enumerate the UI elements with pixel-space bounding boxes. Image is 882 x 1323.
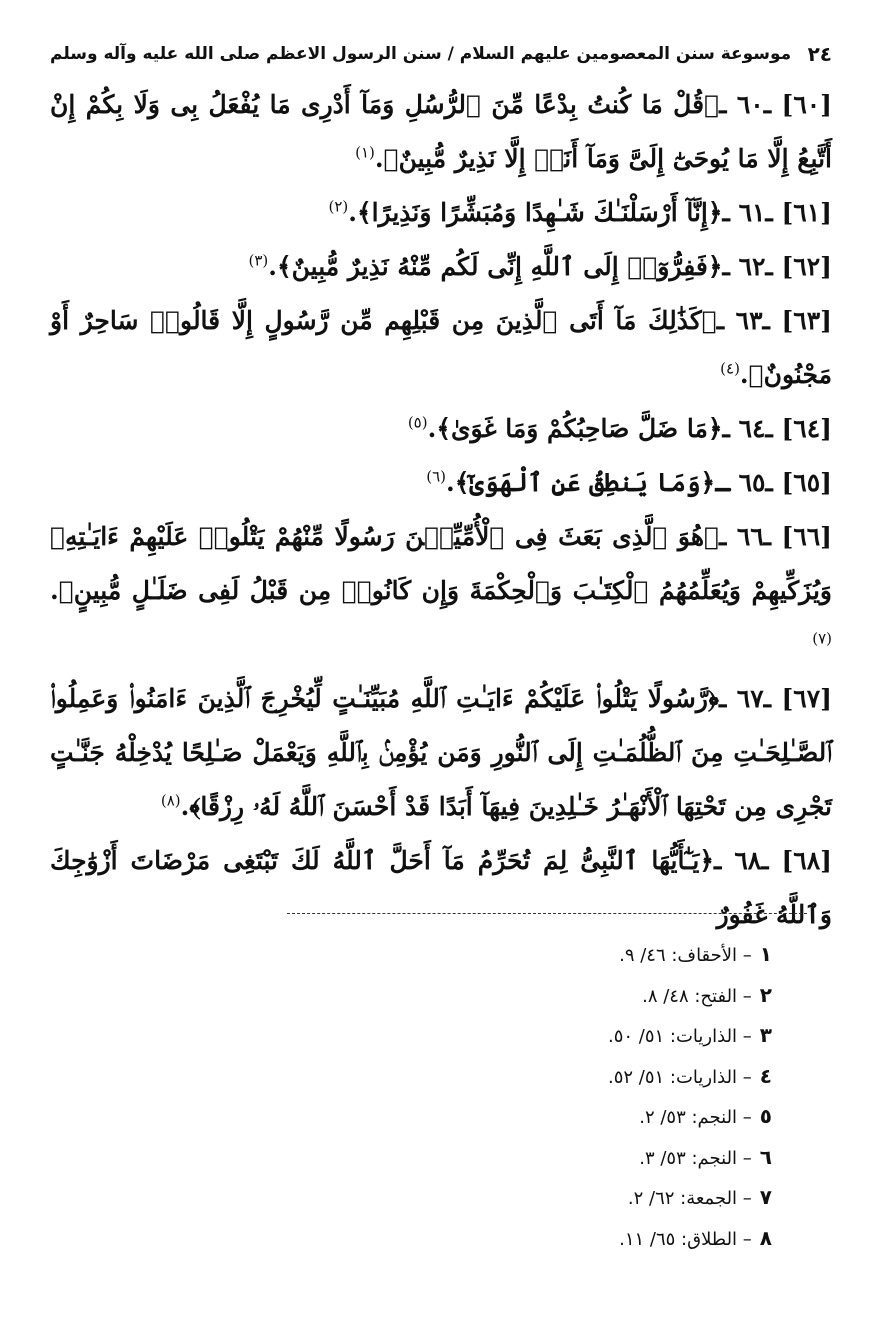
running-title: موسوعة سنن المعصومين عليهم السلام / سنن الرسول الاعظم صلى الله عليه وآله وسلم: [50, 44, 792, 64]
verse-number: [٦٣]: [781, 306, 832, 335]
verse-sub-number: ٦٨: [734, 846, 762, 875]
verse-sub-number: ٦٣: [735, 306, 763, 335]
footnote-number: ٥: [759, 1104, 772, 1128]
verse-item: [٦٢] ـ٦٢ ـ﴿فَفِرُّوٓا۟ إِلَى ٱللَّهِ إِنِّى لَكُم مِّنْهُ نَذِيرٌ مُّبِينٌ﴾.$^{(٣)}$: [248, 251, 832, 281]
verse-sub-number: ٦٠: [736, 90, 764, 119]
footnote-number: ٤: [759, 1063, 772, 1088]
verse-item: [٦٤] ـ٦٤ ـ﴿مَا ضَلَّ صَاحِبُكُمْ وَمَا غَوَىٰ﴾.$^{(٥)}$: [407, 413, 832, 443]
footnote-item: [272, 1219, 772, 1260]
footnote-number: ٣: [759, 1023, 772, 1047]
footnote-ref: (٧): [812, 629, 832, 648]
footnote-text: – الجمعة: ٦٢/ ٢.: [627, 1188, 752, 1209]
verse-item: [٦٦] ـ٦٦ ـ﴿هُوَ ٱلَّذِى بَعَثَ فِى ٱلْأُمِّيِّـۧنَ رَسُولًا مِّنْهُمْ يَتْلُوا۟ عَلَيْهِمْ ءَايَـٰتِهِۦ وَيُزَكِّيهِمْ وَيُعَلِّمُهُمُ ٱلْكِتَـٰبَ وَٱلْحِكْمَةَ وَإِن كَانُوا۟ مِن قَبْلُ لَفِى ضَلَـٰلٍ مُّبِينٍ﴾.$^{(٧)}$: [50, 522, 833, 648]
footnote-number: ٦: [759, 1144, 772, 1169]
verse-sub-number: ٦٢: [738, 252, 766, 281]
verse-number: [٦٤]: [781, 414, 832, 443]
footnote-text: – الذاريات: ٥١/ ٥٠.: [607, 1026, 752, 1047]
verse-item: [٦٣] ـ٦٣ ـ﴿كَذَٰلِكَ مَآ أَتَى ٱلَّذِينَ مِن قَبْلِهِم مِّن رَّسُولٍ إِلَّا قَالُوا۟ سَاحِرٌ أَوْ مَجْنُونٌ﴾.$^{(٤)}$: [50, 306, 832, 389]
verse-text: ﴿وَمَا يَنطِقُ عَنِ ٱلْهَوَىٰٓ﴾: [454, 468, 716, 497]
verse-number: [٦٢]: [781, 252, 832, 281]
verse-text: ﴿هُوَ ٱلَّذِى بَعَثَ فِى ٱلْأُمِّيِّـۧنَ رَسُولًا مِّنْهُمْ يَتْلُوا۟ عَلَيْهِمْ ءَايَـٰتِهِۦ وَيُزَكِّيهِمْ وَيُعَلِّمُهُمُ ٱلْكِتَـٰبَ وَٱلْحِكْمَةَ وَإِن كَانُوا۟ مِن قَبْلُ لَفِى ضَلَـٰلٍ مُّبِينٍ﴾: [50, 522, 832, 605]
verse-item: [٦٨] ـ٦٨ ـ﴿يَـٰٓأَيُّهَا ٱلنَّبِىُّ لِمَ تُحَرِّمُ مَآ أَحَلَّ ٱللَّهُ لَكَ تَبْتَغِى مَرْضَاتَ أَزْوَٰجِكَ وَٱللَّهُ غَفُورٌ: [50, 846, 832, 929]
verse-text: ﴿فَفِرُّوٓا۟ إِلَى ٱللَّهِ إِنِّى لَكُم مِّنْهُ نَذِيرٌ مُّبِينٌ﴾: [277, 252, 723, 281]
footnote-item: [272, 976, 772, 1017]
verse-item: [٦٥] ـ٦٥ ـ﴿وَمَا يَنطِقُ عَنِ ٱلْهَوَىٰٓ﴾.$^{(٦)}$: [426, 467, 832, 497]
verse-item: [٦٠] ـ٦٠ ـ﴿قُلْ مَا كُنتُ بِدْعًا مِّنَ ٱلرُّسُلِ وَمَآ أَدْرِى مَا يُفْعَلُ بِى وَلَا بِكُمْ إِنْ أَتَّبِعُ إِلَّا مَا يُوحَىٰٓ إِلَىَّ وَمَآ أَنَا۠ إِلَّا نَذِيرٌ مُّبِينٌ﴾.$^{(١)}$: [50, 90, 833, 173]
footnote-ref: (٦): [426, 467, 446, 486]
footnote-ref: (١): [355, 143, 375, 162]
verse-number: [٦٨]: [781, 846, 832, 875]
footnote-number: ٧: [759, 1185, 772, 1209]
verse-number: [٦٥]: [781, 468, 832, 497]
footnote-text: – الطلاق: ٦٥/ ١١.: [619, 1228, 752, 1250]
footnote-ref: (٢): [328, 197, 349, 216]
footnote-text: – الأحقاف: ٤٦/ ٩.: [619, 945, 752, 966]
verse-item: [٦٧] ـ٦٧ ـ﴿رَّسُولًا يَتْلُوا۟ عَلَيْكُمْ ءَايَـٰتِ ٱللَّهِ مُبَيِّنَـٰتٍ لِّيُخْرِجَ ٱلَّذِينَ ءَامَنُوا۟ وَعَمِلُوا۟ ٱلصَّـٰلِحَـٰتِ مِنَ ٱلظُّلُمَـٰتِ إِلَى ٱلنُّورِ وَمَن يُؤْمِنۢ بِٱللَّهِ وَيَعْمَلْ صَـٰلِحًا يُدْخِلْهُ جَنَّـٰتٍ تَجْرِى مِن تَحْتِهَا ٱلْأَنْهَـٰرُ خَـٰلِدِينَ فِيهَآ أَبَدًا قَدْ أَحْسَنَ ٱللَّهُ لَهُۥ رِزْقًا﴾.$^{(٨)}$: [50, 684, 832, 821]
verse-sub-number: ٦٥: [738, 468, 766, 497]
verse-item: [٦١] ـ٦١ ـ﴿إِنَّآ أَرْسَلْنَـٰكَ شَـٰهِدًا وَمُبَشِّرًا وَنَذِيرًا﴾.$^{(٢)}$: [328, 197, 832, 227]
verse-sub-number: ٦١: [738, 198, 766, 227]
verse-text: ﴿قُلْ مَا كُنتُ بِدْعًا مِّنَ ٱلرُّسُلِ وَمَآ أَدْرِى مَا يُفْعَلُ بِى وَلَا بِكُمْ إِنْ أَتَّبِعُ إِلَّا مَا يُوحَىٰٓ إِلَىَّ وَمَآ أَنَا۠ إِلَّا نَذِيرٌ مُّبِينٌ﴾: [50, 90, 832, 173]
footnote-number: ٨: [759, 1225, 772, 1250]
verse-number: [٦٠]: [781, 90, 833, 119]
footnote-number: ٢: [759, 982, 772, 1007]
footnote-item: [272, 1016, 772, 1057]
page-header: [50, 34, 832, 74]
footnote-item: [272, 1178, 772, 1219]
footnote-item: [272, 935, 772, 976]
footnote-ref: (٣): [248, 251, 269, 270]
footnote-text: – النجم: ٥٣/ ٣.: [639, 1147, 752, 1169]
verse-sub-number: ٦٧: [736, 684, 764, 713]
footnote-text: – الذاريات: ٥١/ ٥٢.: [607, 1066, 752, 1088]
verse-text: ﴿إِنَّآ أَرْسَلْنَـٰكَ شَـٰهِدًا وَمُبَشِّرًا وَنَذِيرًا﴾: [356, 198, 723, 227]
footnote-list: [272, 935, 772, 1259]
verse-text: ﴿كَذَٰلِكَ مَآ أَتَى ٱلَّذِينَ مِن قَبْلِهِم مِّن رَّسُولٍ إِلَّا قَالُوا۟ سَاحِرٌ أَوْ مَجْنُونٌ﴾: [50, 306, 832, 389]
footnote-item: [272, 1057, 772, 1098]
verse-number: [٦١]: [781, 198, 832, 227]
verse-text: ﴿رَّسُولًا يَتْلُوا۟ عَلَيْكُمْ ءَايَـٰتِ ٱللَّهِ مُبَيِّنَـٰتٍ لِّيُخْرِجَ ٱلَّذِينَ ءَامَنُوا۟ وَعَمِلُوا۟ ٱلصَّـٰلِحَـٰتِ مِنَ ٱلظُّلُمَـٰتِ إِلَى ٱلنُّورِ وَمَن يُؤْمِنۢ بِٱللَّهِ وَيَعْمَلْ صَـٰلِحًا يُدْخِلْهُ جَنَّـٰتٍ تَجْرِى مِن تَحْتِهَا ٱلْأَنْهَـٰرُ خَـٰلِدِينَ فِيهَآ أَبَدًا قَدْ أَحْسَنَ ٱللَّهُ لَهُۥ رِزْقًا﴾: [50, 684, 832, 821]
verse-text: ﴿يَـٰٓأَيُّهَا ٱلنَّبِىُّ لِمَ تُحَرِّمُ مَآ أَحَلَّ ٱللَّهُ لَكَ تَبْتَغِى مَرْضَاتَ أَزْوَٰجِكَ وَٱللَّهُ غَفُورٌ: [50, 846, 832, 929]
footnote-item: [272, 1138, 772, 1179]
verse-text: ﴿مَا ضَلَّ صَاحِبُكُمْ وَمَا غَوَىٰ﴾: [436, 414, 723, 443]
footnote-number: ١: [759, 942, 772, 966]
verse-number: [٦٧]: [781, 684, 832, 713]
footnote-text: – الفتح: ٤٨/ ٨.: [642, 985, 752, 1007]
footnote-ref: (٤): [720, 359, 740, 378]
verse-sub-number: ٦٤: [738, 414, 766, 443]
footnote-separator: [287, 913, 807, 914]
footnote-item: [272, 1097, 772, 1138]
verse-number: [٦٦]: [781, 522, 833, 551]
footnote-ref: (٥): [407, 413, 428, 432]
verse-sub-number: ٦٦: [736, 522, 764, 551]
footnote-text: – النجم: ٥٣/ ٢.: [639, 1107, 752, 1128]
footnote-ref: (٨): [160, 791, 181, 810]
verse-list: [50, 78, 832, 942]
page-number: ٢٤: [807, 42, 832, 66]
